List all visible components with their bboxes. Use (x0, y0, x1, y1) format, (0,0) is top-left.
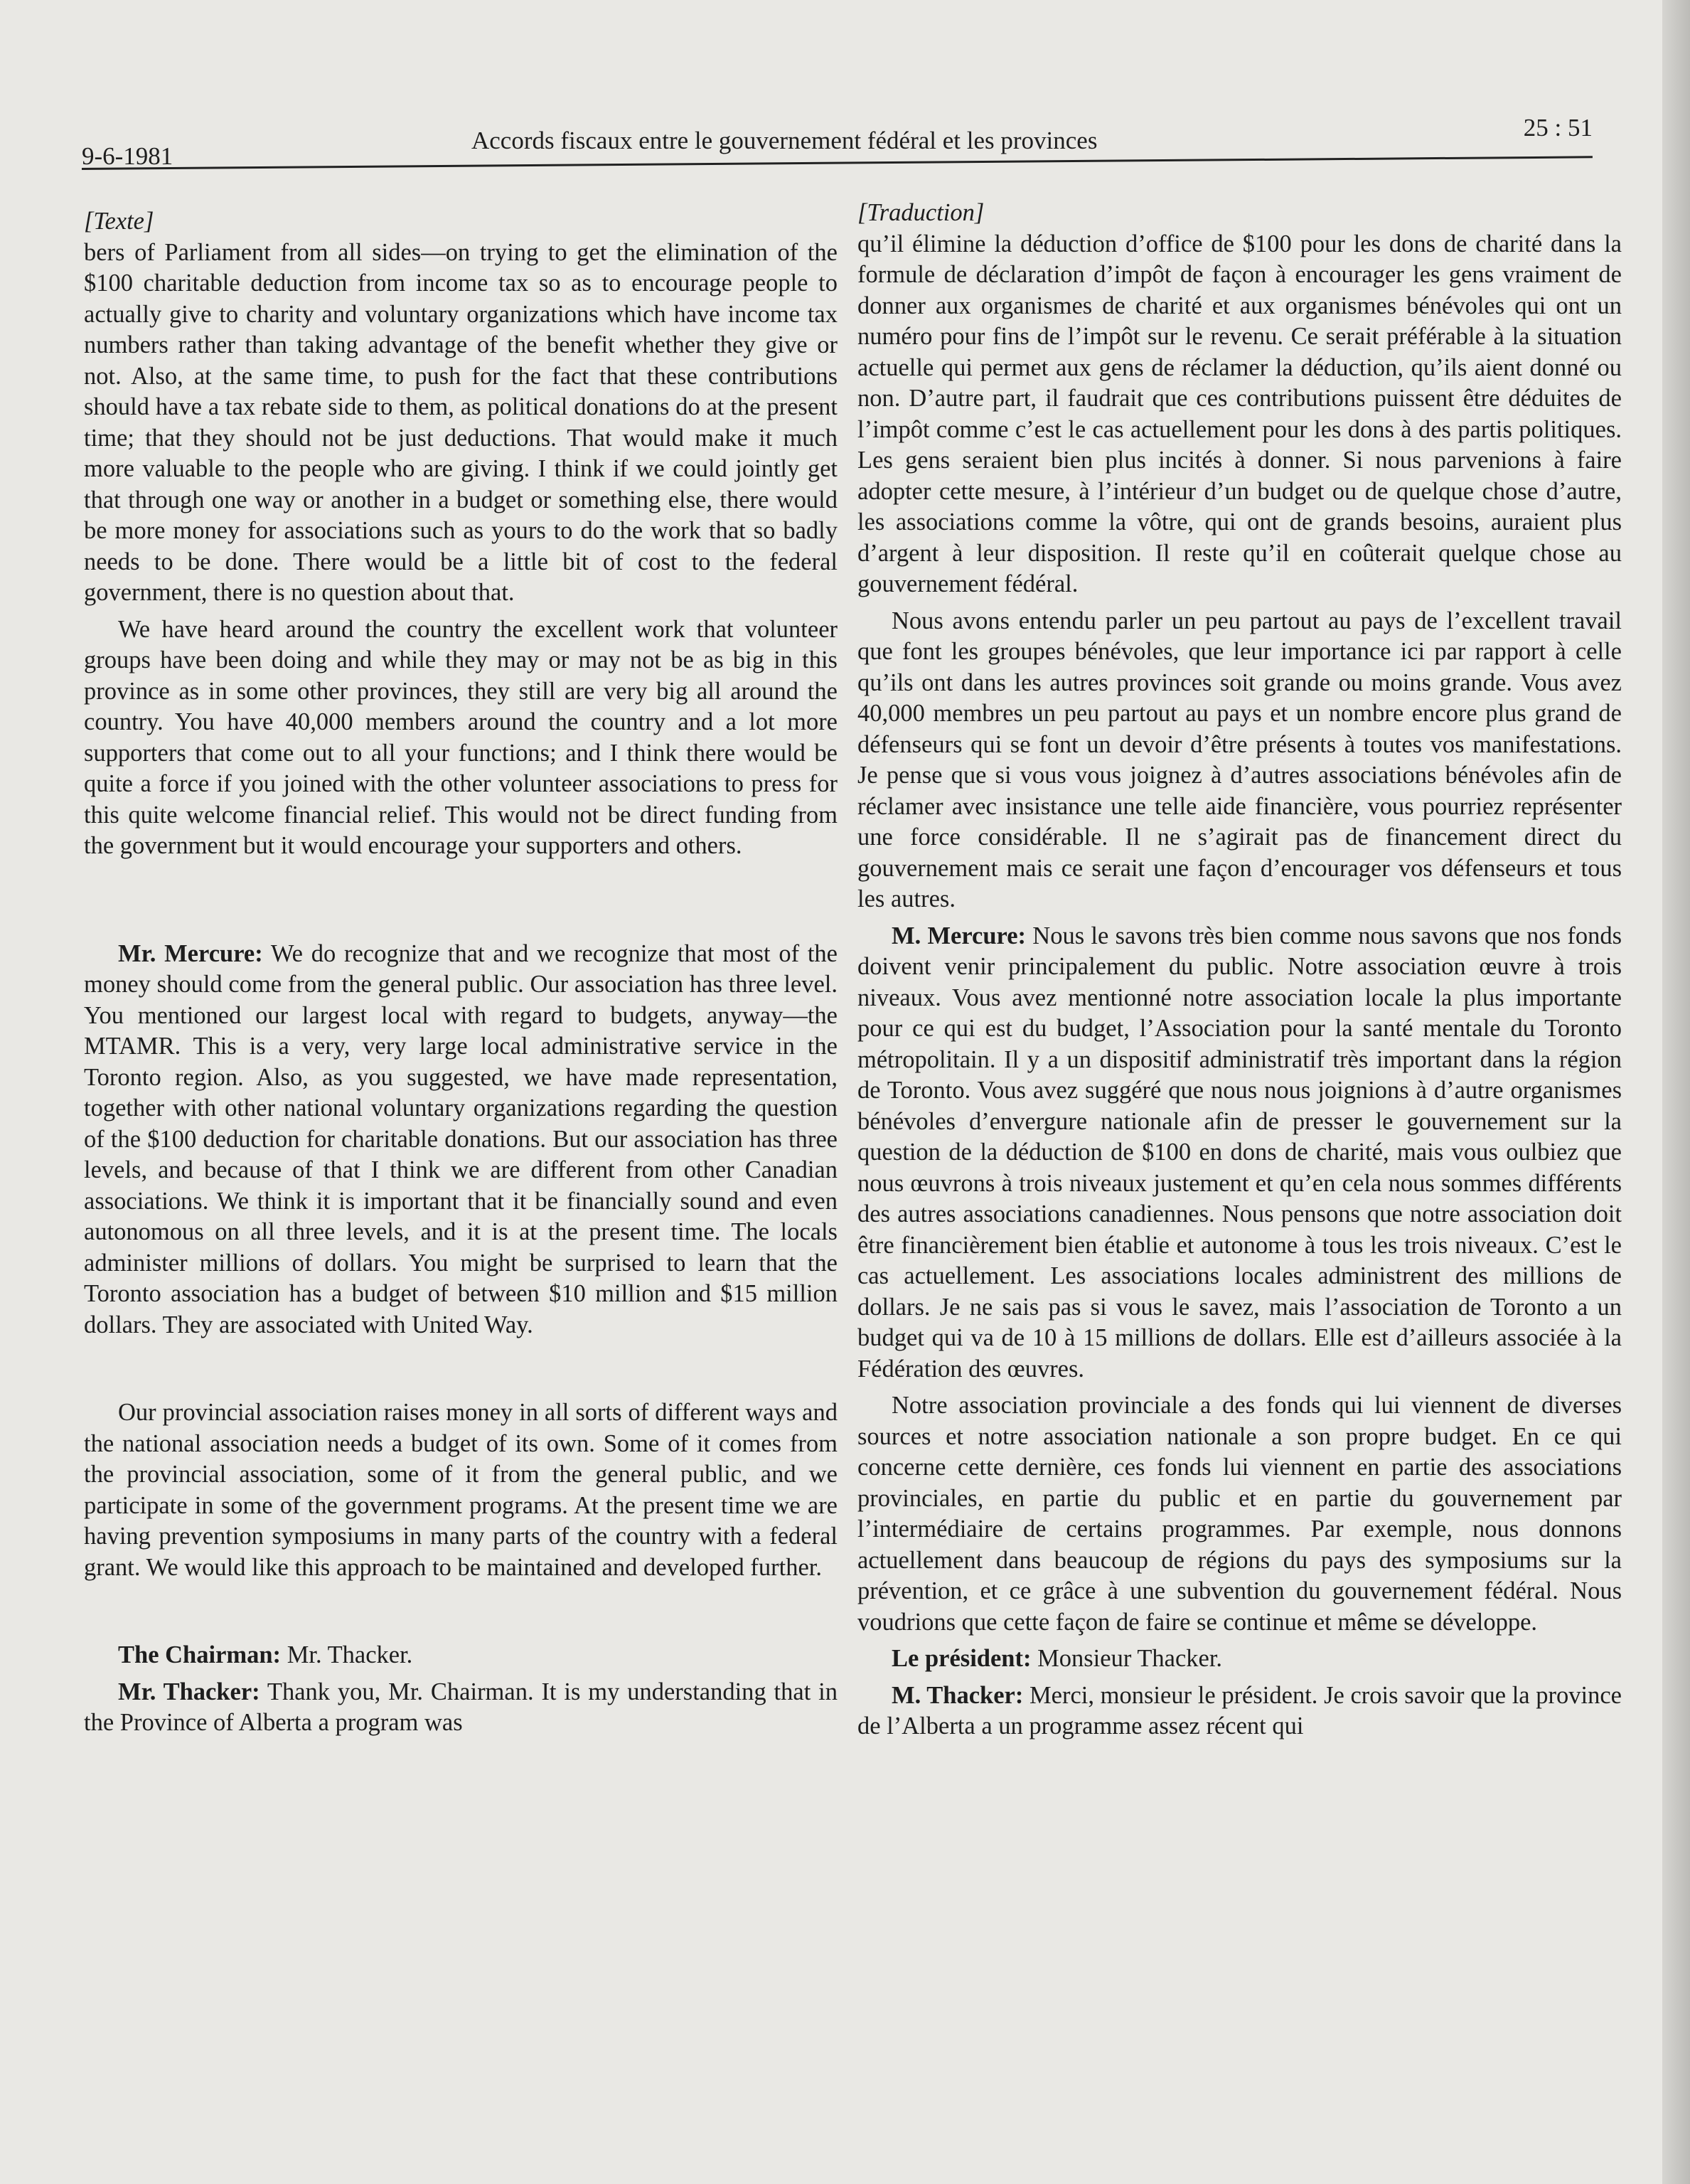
paragraph: qu’il élimine la déduction d’office de $100 pour les dons de charité dans la formule de déclaration d’impôt de façon à encourager les gens vraiment de donner aux organismes de charité et aux organismes bénévoles qui ont un numéro pour fins de l’impôt sur le revenu. Ce serait préférable à la situation actuelle qui permet aux gens de réclamer la déduction, qu’ils aient donné ou non. D’autre part, il faudrait que ces contributions puissent être déduites de l’impôt comme c’est le cas actuellement pour les dons à des partis politiques. Les gens seraient bien plus incités à donner. Si nous parvenions à faire adopter cette mesure, à l’intérieur d’un budget ou de quelque chose d’autre, les associations comme la vôtre, qui ont de grands besoins, auraient plus d’argent à leur disposition. Il reste qu’il en coûterait quelque chose au gouvernement fédéral. (857, 230, 1622, 597)
paragraph: Our provincial association raises money in all sorts of different ways and the national association needs a budget of its own. Some of it comes from the provincial association, some of it from the general public, and we participate in some of the government programs. At the present time we are having prevention symposiums in many parts of the country with a federal grant. We would like this approach to be maintained and developed further. (84, 1399, 838, 1581)
french-column (857, 198, 1622, 1748)
speech-text: Mr. Thacker. (281, 1641, 413, 1668)
speaker-paragraph (857, 1680, 1622, 1742)
header-page-number: 25 : 51 (1523, 114, 1593, 142)
speaker-name: M. Thacker: (892, 1681, 1024, 1709)
speaker-paragraph (84, 1677, 838, 1739)
speaker-name: Mr. Mercure: (118, 939, 263, 967)
english-column (84, 206, 838, 1744)
speaker-paragraph (84, 939, 838, 1341)
speech-text: We do recognize that and we recognize that most of the money should come from the general public. Our association has three level. You mentioned our largest local with regard to budgets, anyway—the MTAMR. This is a very, very large local administrative service in the Toronto region. Also, as you suggested, we have made representation, together with other national voluntary organizations regarding the question of the $100 deduction for charitable donations. But our association has three levels, and because of that I think we are different from other Canadian associations. We think it is important that it be financially sound and even autonomous on all three levels, and it is at the present time. The locals administer millions of dollars. You might be surprised to learn that the Toronto association has a budget of between $10 million and $15 million dollars. They are associated with United Way. (84, 939, 838, 1338)
speech-text: Thank you, Mr. Chairman. It is my understanding that in the Province of Alberta a program was (84, 1678, 838, 1736)
speaker-name: Mr. Thacker: (118, 1678, 260, 1705)
speaker-paragraph (857, 921, 1622, 1385)
text-marker: [Texte] (84, 208, 154, 235)
paragraph: Nous avons entendu parler un peu partout au pays de l’excellent travail que font les groupes bénévoles, que leur importance ici par rapport à celle qu’ils ont dans les autres provinces soit grande ou moins grande. Vous avez 40,000 membres un peu partout au pays et un nombre encore plus grand de défenseurs qui se font un devoir d’être présents à toutes vos manifestations. Je pense que si vous vous joignez à d’autres associations bénévoles afin de réclamer avec insistance une telle aide financière, vous pourriez représenter une force considérable. Il ne s’agirait pas de financement direct du gouvernement mais ce serait une façon d’encourager vos défenseurs et tous les autres. (857, 607, 1622, 912)
speaker-name: The Chairman: (118, 1641, 282, 1668)
speech-text: Merci, monsieur le président. Je crois savoir que la province de l’Alberta a un programme assez récent qui (857, 1681, 1622, 1740)
speech-text: Nous le savons très bien comme nous savons que nos fonds doivent venir principalement du public. Notre association œuvre à trois niveaux. Vous avez mentionné notre association locale la plus importante pour ce qui est du budget, l’Association pour la santé mentale du Toronto métropolitain. Il y a un dispositif administratif très important dans la région de Toronto. Vous avez suggéré que nous nous joignions à d’autre organismes bénévoles d’envergure nationale afin de presser le gouvernement sur la question de la déduction de $100 en dons de charité, mais vous oulbiez que nous œuvrons à trois niveaux justement et qu’en cela nous sommes différents des autres associations canadiennes. Nous pensons que notre association doit être financièrement bien établie et autonome à tous les trois niveaux. C’est le cas actuellement. Les associations locales administrent des millions de dollars. Je ne sais pas si vous le savez, mais l’association de Toronto a un budget qui va de 10 à 15 millions de dollars. Elle est d’ailleurs associée à la Fédération des œuvres. (857, 922, 1622, 1383)
header-date: 9-6-1981 (82, 142, 173, 170)
speaker-paragraph (84, 1640, 838, 1671)
speaker-name: Le président: (892, 1645, 1032, 1672)
paragraph: We have heard around the country the excellent work that volunteer groups have been doing and while they may or may not be as big in this province as in some other provinces, they still are very big all around the country. You have 40,000 members around the country and a lot more supporters that come out to all your functions; and I think there would be quite a force if you joined with the other volunteer associations to press for this quite welcome financial relief. This would not be direct funding from the government but it would encourage your supporters and others. (84, 615, 838, 859)
header-title: Accords fiscaux entre le gouvernement fédéral et les provinces (471, 127, 1098, 154)
translation-marker: [Traduction] (857, 199, 985, 226)
speaker-name: M. Mercure: (892, 922, 1027, 949)
paragraph: Notre association provinciale a des fonds qui lui viennent de diverses sources et notre association nationale a son propre budget. En ce qui concerne cette dernière, ces fonds lui viennent en partie des associations provinciales, en partie du public et en partie du gouvernement par l’intermédiaire de certains programmes. Par exemple, nous donnons actuellement dans beaucoup de régions du pays des symposiums sur la prévention, et ce grâce à une subvention du gouvernement fédéral. Nous voudrions que cette façon de faire se continue et même se développe. (857, 1392, 1622, 1636)
page-edge (1662, 0, 1690, 2184)
speaker-paragraph (857, 1644, 1622, 1675)
paragraph: bers of Parliament from all sides—on trying to get the elimination of the $100 charitable deduction from income tax so as to encourage people to actually give to charity and voluntary organizations which have income tax numbers rather than taking advantage of the benefit whether they give or not. Also, at the same time, to push for the fact that these contributions should have a tax rebate side to them, as political donations do at the present time; that they should not be just deductions. That would make it much more valuable to the people who are giving. I think if we could jointly get that through one way or another in a budget or something else, there would be more money for associations such as yours to do the work that so badly needs to be done. There would be a little bit of cost to the federal government, there is no question about that. (84, 238, 838, 606)
speech-text: Monsieur Thacker. (1031, 1645, 1223, 1672)
